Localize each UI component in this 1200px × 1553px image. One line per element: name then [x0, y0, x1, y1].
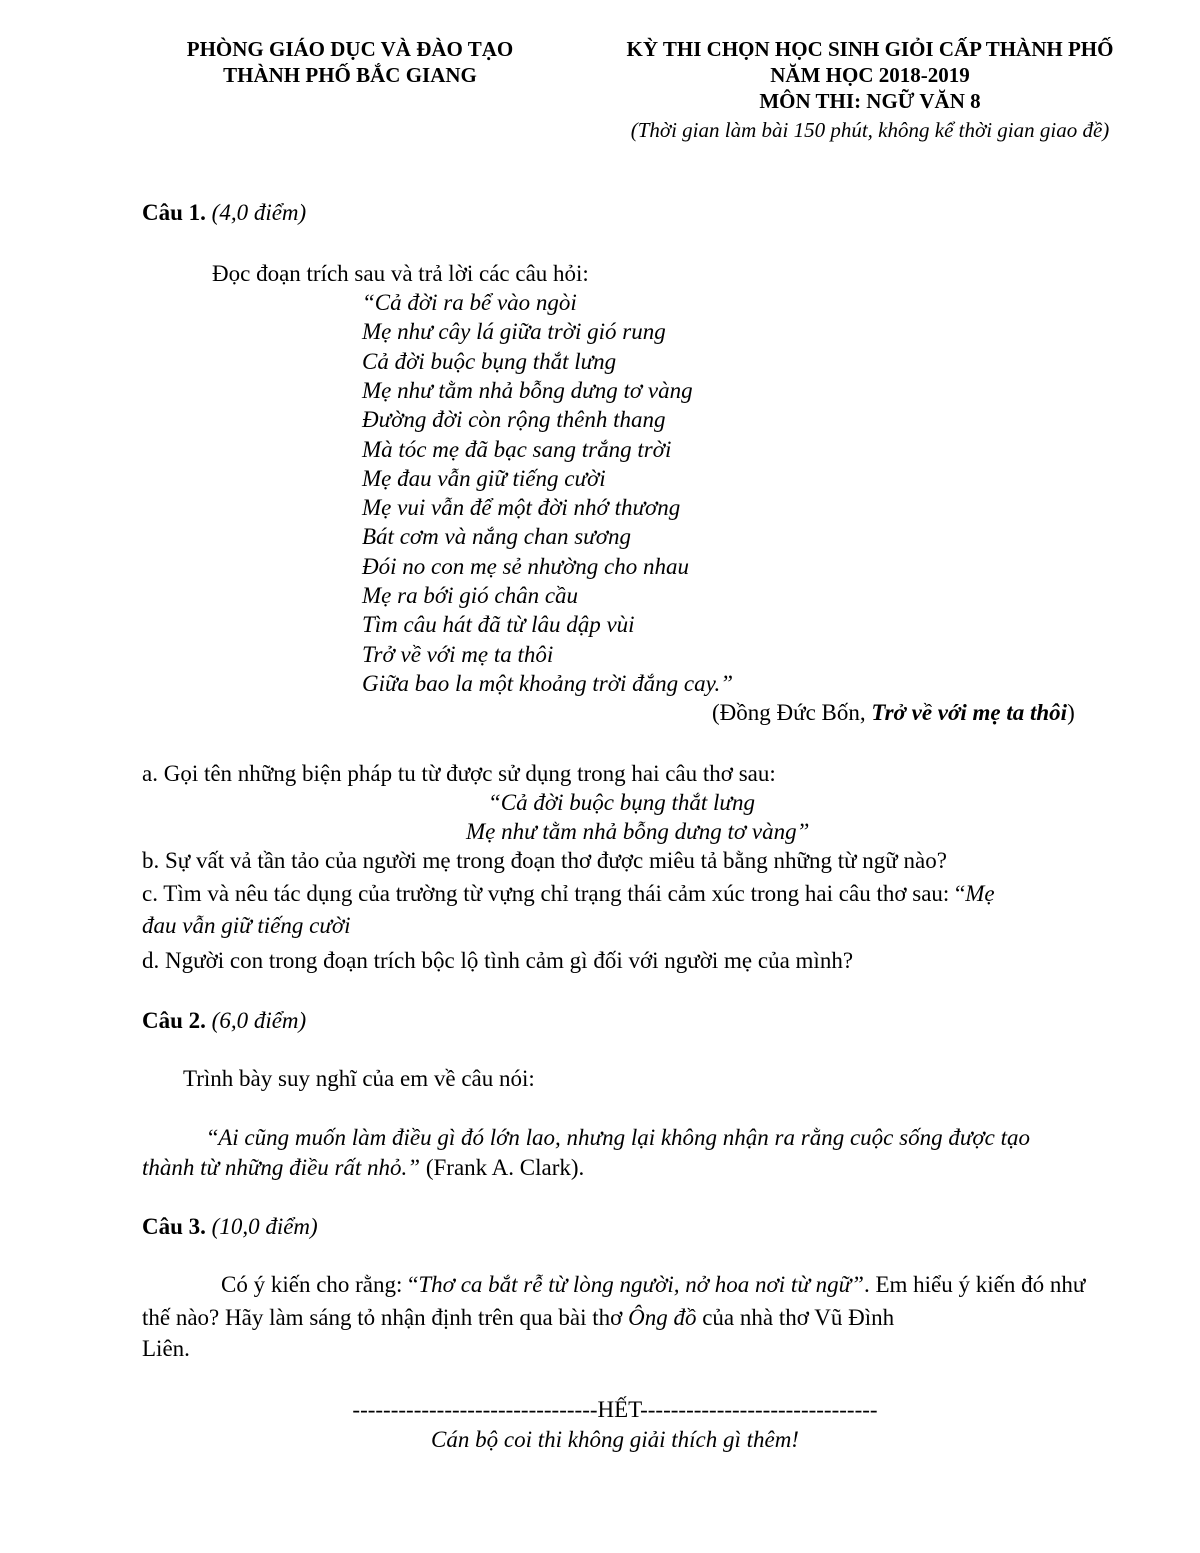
q1-a-quote-line1: “Cả đời buộc bụng thắt lưng [488, 790, 755, 815]
subject: MÔN THI: NGỮ VĂN 8 [759, 89, 981, 113]
poem-line: Mà tóc mẹ đã bạc sang trắng trời [362, 437, 672, 462]
q2-quote-text1: Ai cũng muốn làm điều gì đó lớn lao, nhưng lại không nhận ra rằng cuộc sống được tạo [218, 1125, 1030, 1150]
q3-line1-suffix: . Em hiểu ý kiến đó như [863, 1272, 1086, 1297]
poem-source [712, 698, 1075, 727]
q1-part-d: d. Người con trong đoạn trích bộc lộ tình cảm gì đối với người mẹ của mình? [142, 948, 854, 973]
poem-line: Mẹ vui vẫn để một đời nhớ thương [362, 495, 681, 520]
proctor-note: Cán bộ coi thi không giải thích gì thêm! [431, 1427, 799, 1452]
q1-a-quote-line2: Mẹ như tằm nhả bỗng dưng tơ vàng” [466, 819, 810, 844]
q3-line3: Liên. [142, 1336, 190, 1361]
q3-line1 [221, 1270, 1085, 1299]
q3-heading [142, 1212, 318, 1241]
city-name: THÀNH PHỐ BẮC GIANG [223, 63, 477, 87]
poem-line: Đường đời còn rộng thênh thang [362, 407, 666, 432]
q2-quote-open: “ [208, 1125, 219, 1150]
q1-points: (4,0 điểm) [211, 200, 307, 225]
q1-c-italic2: đau vẫn giữ tiếng cười [142, 913, 351, 938]
source-suffix: ) [1067, 700, 1075, 725]
q3-points: (10,0 điểm) [211, 1214, 318, 1239]
department-name: PHÒNG GIÁO DỤC VÀ ĐÀO TẠO [186, 37, 514, 61]
poem-line: Mẹ ra bới gió chân cầu [362, 583, 579, 608]
poem-line: Mẹ đau vẫn giữ tiếng cười [362, 466, 606, 491]
q3-line1-quote: Thơ ca bắt rễ từ lòng người, nở hoa nơi từ ngữ” [418, 1272, 864, 1297]
poem-line: Trở về với mẹ ta thôi [362, 642, 554, 667]
source-prefix: (Đồng Đức Bốn, [712, 700, 872, 725]
q3-line2-prefix: thế nào? Hãy làm sáng tỏ nhận định trên qua bài thơ [142, 1305, 629, 1330]
q3-line2 [142, 1303, 894, 1332]
exam-title: KỲ THI CHỌN HỌC SINH GIỎI CẤP THÀNH PHỐ [626, 37, 1114, 61]
poem-line: Mẹ như tằm nhả bỗng dưng tơ vàng [362, 378, 693, 403]
poem-line: Tìm câu hát đã từ lâu dập vùi [362, 612, 635, 637]
q2-quote-text2: thành từ những điều rất nhỏ.” [142, 1155, 421, 1180]
q1-part-c [142, 879, 995, 908]
poem-line: Mẹ như cây lá giữa trời gió rung [362, 319, 666, 344]
end-marker: --------------------------------HẾT------------------------------- [352, 1397, 878, 1422]
poem-line: “Cả đời ra bể vào ngòi [362, 290, 577, 315]
q1-c-text: c. Tìm và nêu tác dụng của trường từ vựng chỉ trạng thái cảm xúc trong hai câu thơ sau: “ [142, 881, 966, 906]
poem-line: Cả đời buộc bụng thắt lưng [362, 349, 617, 374]
q3-poem-title: Ông đồ [628, 1305, 697, 1330]
q1-title: Câu 1. [142, 200, 206, 225]
q2-instruction: Trình bày suy nghĩ của em về câu nói: [183, 1066, 535, 1091]
q2-heading [142, 1006, 306, 1035]
q2-quote-line1 [208, 1123, 1030, 1152]
time-note: (Thời gian làm bài 150 phút, không kể thời gian giao đề) [630, 118, 1110, 142]
q2-title: Câu 2. [142, 1008, 206, 1033]
q1-instruction: Đọc đoạn trích sau và trả lời các câu hỏi: [212, 261, 589, 286]
q3-title: Câu 3. [142, 1214, 206, 1239]
q1-heading [142, 198, 306, 227]
poem-line: Bát cơm và nắng chan sương [362, 524, 631, 549]
q1-c-italic1: Mẹ [965, 881, 995, 906]
q3-line2-suffix: của nhà thơ Vũ Đình [696, 1305, 895, 1330]
q2-quote-author: (Frank A. Clark). [420, 1155, 585, 1180]
poem-line: Giữa bao la một khoảng trời đắng cay.” [362, 671, 734, 696]
q1-part-a: a. Gọi tên những biện pháp tu từ được sử dụng trong hai câu thơ sau: [142, 761, 776, 786]
q2-quote-line2 [142, 1153, 584, 1182]
source-title: Trở về với mẹ ta thôi [871, 700, 1068, 725]
q2-points: (6,0 điểm) [211, 1008, 307, 1033]
school-year: NĂM HỌC 2018-2019 [770, 63, 970, 87]
poem-line: Đói no con mẹ sẻ nhường cho nhau [362, 554, 689, 579]
q3-line1-prefix: Có ý kiến cho rằng: “ [221, 1272, 419, 1297]
q1-part-b: b. Sự vất vả tần tảo của người mẹ trong đoạn thơ được miêu tả bằng những từ ngữ nào? [142, 848, 947, 873]
